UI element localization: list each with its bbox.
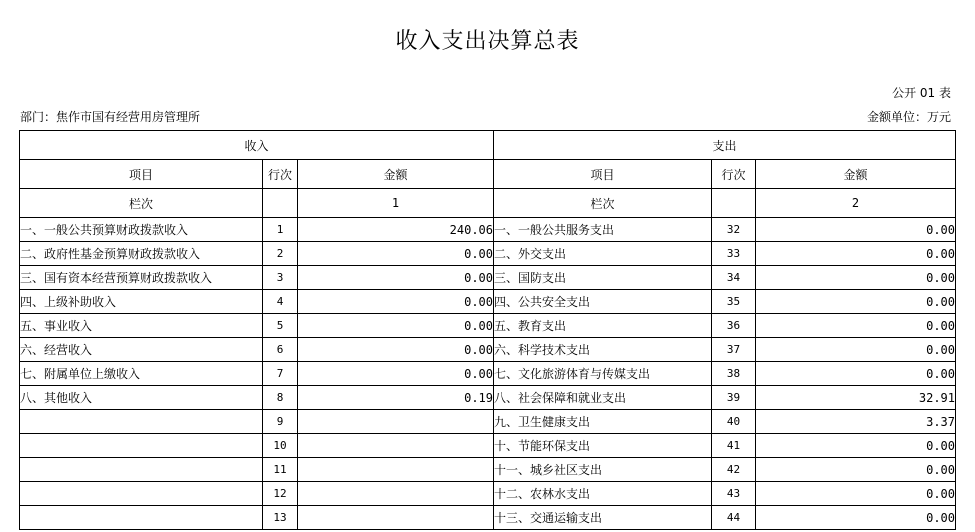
income-amount-header: 金额 (298, 160, 494, 189)
column-header-row (20, 160, 956, 189)
amount-unit-label: 金额单位：万元 (866, 110, 951, 124)
expense-item-header: 项目 (494, 160, 712, 189)
income-column-number: 1 (298, 189, 494, 218)
expense-line-cell: 42 (712, 458, 756, 482)
expense-line-header: 行次 (712, 160, 756, 189)
income-line-cell: 11 (263, 458, 298, 482)
table-row (20, 266, 956, 290)
expense-section-header: 支出 (494, 131, 956, 160)
expense-line-cell: 33 (712, 242, 756, 266)
expense-amount-header: 金额 (756, 160, 956, 189)
income-item-cell (20, 434, 263, 458)
income-amount-cell (298, 410, 494, 434)
table-row (20, 218, 956, 242)
expense-line-cell: 44 (712, 506, 756, 530)
expense-amount-cell: 0.00 (756, 266, 956, 290)
expense-item-cell: 二、外交支出 (494, 242, 712, 266)
expense-column-number: 2 (756, 189, 956, 218)
income-line-cell: 1 (263, 218, 298, 242)
income-line-cell: 6 (263, 338, 298, 362)
report-title: 收入支出决算总表 (395, 29, 580, 54)
income-lanci-label: 栏次 (20, 189, 263, 218)
income-amount-cell: 0.19 (298, 386, 494, 410)
income-line-cell: 5 (263, 314, 298, 338)
table-row (20, 386, 956, 410)
expense-amount-cell: 32.91 (756, 386, 956, 410)
income-line-cell: 9 (263, 410, 298, 434)
expense-line-cell: 34 (712, 266, 756, 290)
expense-amount-cell: 0.00 (756, 338, 956, 362)
income-amount-cell: 0.00 (298, 290, 494, 314)
expense-amount-cell: 0.00 (756, 482, 956, 506)
income-amount-cell (298, 458, 494, 482)
expense-line-cell: 32 (712, 218, 756, 242)
income-amount-cell: 0.00 (298, 242, 494, 266)
income-amount-cell: 0.00 (298, 266, 494, 290)
income-amount-cell: 240.06 (298, 218, 494, 242)
income-item-cell: 二、政府性基金预算财政拨款收入 (20, 242, 263, 266)
expense-line-cell: 35 (712, 290, 756, 314)
expense-line-cell: 37 (712, 338, 756, 362)
income-item-cell: 六、经营收入 (20, 338, 263, 362)
income-item-cell: 四、上级补助收入 (20, 290, 263, 314)
expense-line-cell: 43 (712, 482, 756, 506)
table-row (20, 506, 956, 530)
table-row (20, 290, 956, 314)
form-number: 公开 01 表 (892, 86, 951, 100)
expense-line-cell: 36 (712, 314, 756, 338)
income-item-cell: 五、事业收入 (20, 314, 263, 338)
expense-amount-cell: 0.00 (756, 506, 956, 530)
department-label: 部门：焦作市国有经营用房管理所 (20, 110, 201, 124)
income-line-cell: 4 (263, 290, 298, 314)
expense-item-cell: 九、卫生健康支出 (494, 410, 712, 434)
empty-cell (712, 189, 756, 218)
expense-item-cell: 五、教育支出 (494, 314, 712, 338)
expense-item-cell: 十、节能环保支出 (494, 434, 712, 458)
expense-amount-cell: 0.00 (756, 290, 956, 314)
expense-line-cell: 40 (712, 410, 756, 434)
table-row (20, 362, 956, 386)
table-row (20, 242, 956, 266)
column-number-row (20, 189, 956, 218)
income-line-cell: 13 (263, 506, 298, 530)
income-line-cell: 3 (263, 266, 298, 290)
expense-amount-cell: 0.00 (756, 362, 956, 386)
income-item-cell: 三、国有资本经营预算财政拨款收入 (20, 266, 263, 290)
expense-lanci-label: 栏次 (494, 189, 712, 218)
expense-amount-cell: 0.00 (756, 218, 956, 242)
expense-item-cell: 三、国防支出 (494, 266, 712, 290)
income-section-header: 收入 (20, 131, 494, 160)
income-item-cell (20, 506, 263, 530)
expense-item-cell: 六、科学技术支出 (494, 338, 712, 362)
table-row (20, 314, 956, 338)
expense-item-cell: 八、社会保障和就业支出 (494, 386, 712, 410)
income-line-cell: 10 (263, 434, 298, 458)
table-row (20, 410, 956, 434)
expense-line-cell: 39 (712, 386, 756, 410)
income-line-header: 行次 (263, 160, 298, 189)
income-line-cell: 8 (263, 386, 298, 410)
income-amount-cell: 0.00 (298, 314, 494, 338)
income-amount-cell: 0.00 (298, 362, 494, 386)
expense-item-cell: 十三、交通运输支出 (494, 506, 712, 530)
income-item-header: 项目 (20, 160, 263, 189)
table-row (20, 482, 956, 506)
expense-item-cell: 四、公共安全支出 (494, 290, 712, 314)
income-item-cell: 八、其他收入 (20, 386, 263, 410)
empty-cell (263, 189, 298, 218)
income-line-cell: 7 (263, 362, 298, 386)
income-item-cell: 七、附属单位上缴收入 (20, 362, 263, 386)
expense-amount-cell: 0.00 (756, 458, 956, 482)
expense-item-cell: 十二、农林水支出 (494, 482, 712, 506)
expense-line-cell: 38 (712, 362, 756, 386)
income-amount-cell (298, 506, 494, 530)
expense-item-cell: 七、文化旅游体育与传媒支出 (494, 362, 712, 386)
income-amount-cell (298, 482, 494, 506)
expense-amount-cell: 3.37 (756, 410, 956, 434)
income-item-cell (20, 458, 263, 482)
expense-amount-cell: 0.00 (756, 242, 956, 266)
table-row (20, 458, 956, 482)
table-row (20, 338, 956, 362)
income-item-cell (20, 410, 263, 434)
section-header-row (20, 131, 956, 160)
income-item-cell: 一、一般公共预算财政拨款收入 (20, 218, 263, 242)
income-amount-cell (298, 434, 494, 458)
expense-item-cell: 一、一般公共服务支出 (494, 218, 712, 242)
expense-line-cell: 41 (712, 434, 756, 458)
expense-item-cell: 十一、城乡社区支出 (494, 458, 712, 482)
income-line-cell: 12 (263, 482, 298, 506)
expense-amount-cell: 0.00 (756, 314, 956, 338)
income-item-cell (20, 482, 263, 506)
expense-amount-cell: 0.00 (756, 434, 956, 458)
income-line-cell: 2 (263, 242, 298, 266)
table-row (20, 434, 956, 458)
income-amount-cell: 0.00 (298, 338, 494, 362)
income-expense-table (19, 130, 956, 530)
